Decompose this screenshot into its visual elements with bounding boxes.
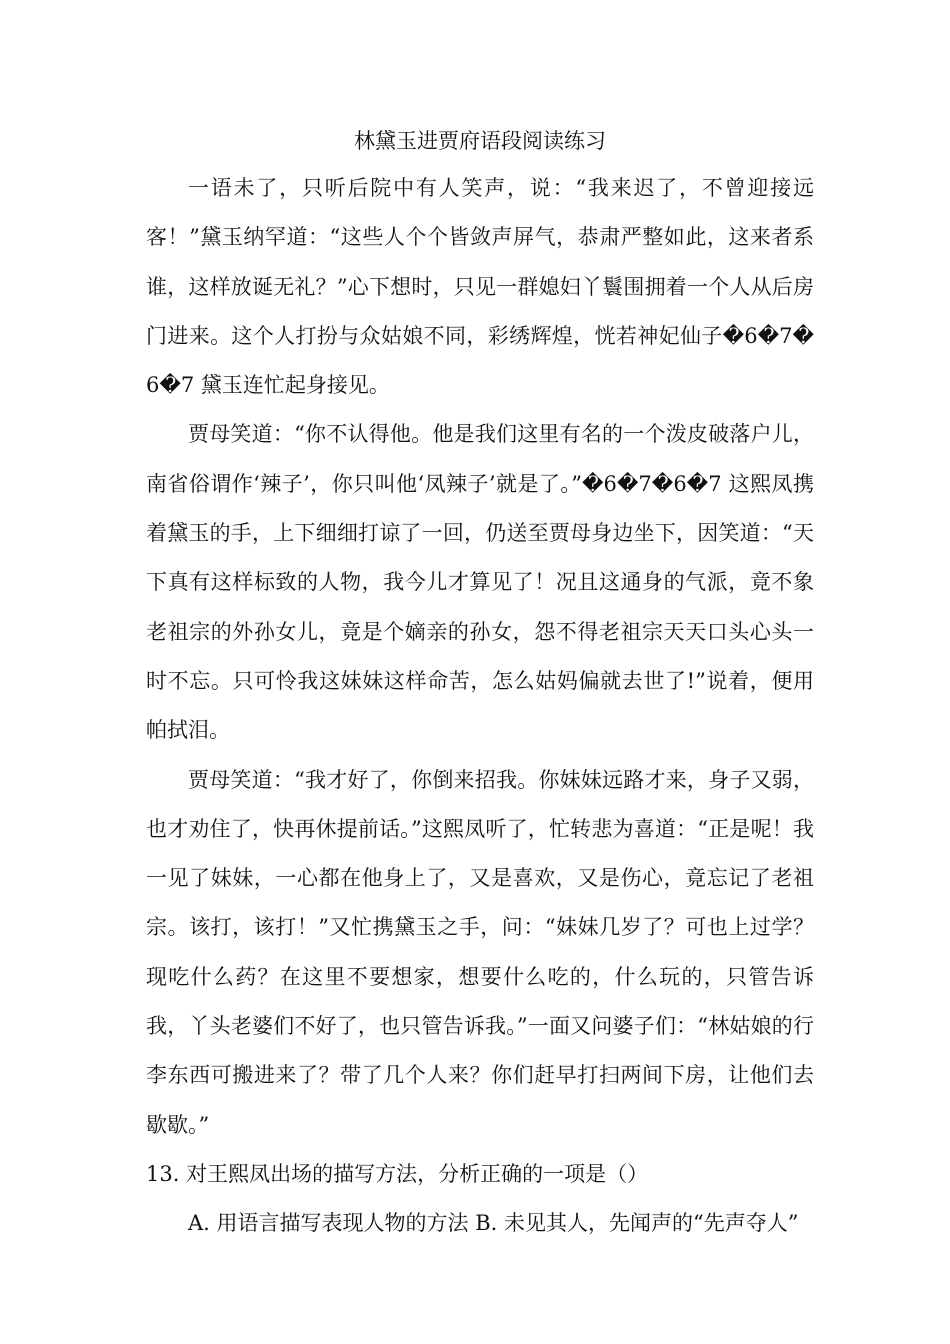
reading-passage [146,164,814,1249]
passage-paragraph-1: 一语未了，只听后院中有人笑声，说：“我来迟了，不曾迎接远客！”黛玉纳罕道：“这些人个个皆敛声屏气，恭肃严整如此，这来者系谁，这样放诞无礼？”心下想时，只见一群媳妇丫鬟围拥着一个人从后房门进来。这个人打扮与众姑娘不同，彩绣辉煌，恍若神妃仙子�6�7�6�7 黛玉连忙起身接见。 [146,176,814,398]
question-13: 13. 对王熙凤出场的描写方法，分析正确的一项是（） [146,1161,649,1186]
document-title: 林黛玉进贾府语段阅读练习 [354,129,606,153]
passage-paragraph-3: 贾母笑道：“我才好了，你倒来招我。你妹妹远路才来，身子又弱，也才劝住了，快再休提前话。”这熙凤听了，忙转悲为喜道：“正是呢！我一见了妹妹，一心都在他身上了，又是喜欢，又是伤心，竟忘记了老祖宗。该打，该打！”又忙携黛玉之手，问：“妹妹几岁了？可也上过学？现吃什么药？在这里不要想家，想要什么吃的，什么玩的，只管告诉我，丫头老婆们不好了，也只管告诉我。”一面又问婆子们：“林姑娘的行李东西可搬进来了？带了几个人来？你们赶早打扫两间下房，让他们去歇歇。” [146,767,814,1137]
question-13-options: A. 用语言描写表现人物的方法 B. 未见其人，先闻声的“先声夺人” [188,1211,799,1236]
passage-paragraph-2: 贾母笑道：“你不认得他。他是我们这里有名的一个泼皮破落户儿，南省俗谓作‘辣子’，你只叫他‘凤辣子’就是了。”�6�7�6�7 这熙凤携着黛玉的手，上下细细打谅了一回，仍送至贾母身边坐下，因笑道：“天下真有这样标致的人物，我今儿才算见了！况且这通身的气派，竟不象老祖宗的外孙女儿，竟是个嫡亲的孙女，怨不得老祖宗天天口头心头一时不忘。只可怜我这妹妹这样命苦，怎么姑妈偏就去世了!”说着，便用帕拭泪。 [146,422,814,743]
